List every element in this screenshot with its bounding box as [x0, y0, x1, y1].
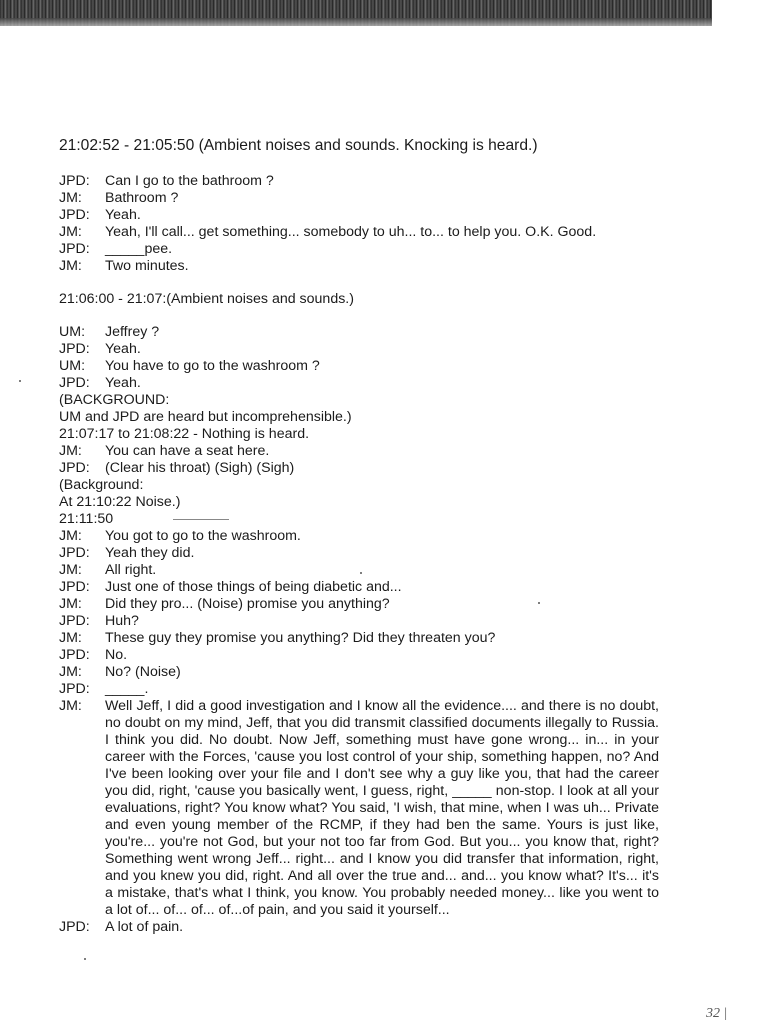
utterance: Yeah they did. [105, 545, 195, 561]
utterance: Two minutes. [105, 258, 189, 274]
utterance: Yeah. [105, 341, 141, 357]
section-heading-2: 21:06:00 - 21:07:(Ambient noises and sounds.) [59, 291, 354, 307]
utterance: Yeah, I'll call... get something... somebody to uh... to... to help you. O.K. Good. [105, 224, 597, 240]
speaker: JPD: [59, 375, 90, 391]
scan-speck [538, 602, 540, 604]
utterance: Yeah. [105, 207, 141, 223]
utterance: These guy they promise you anything? Did they threaten you? [105, 630, 496, 646]
utterance: Just one of those things of being diabetic and... [105, 579, 402, 595]
dialogue-line [59, 341, 659, 358]
utterance: All right. [105, 562, 157, 578]
utterance: You got to go to the washroom. [105, 528, 301, 544]
transcript-page [59, 136, 659, 936]
dialogue-line [59, 919, 659, 936]
speaker: UM: [59, 358, 86, 374]
speaker: JM: [59, 596, 82, 612]
utterance: Huh? [105, 613, 139, 629]
utterance: Did they pro... (Noise) promise you anything? [105, 596, 390, 612]
speaker: JPD: [59, 919, 90, 935]
background-note-title-2: (Background: [59, 477, 144, 493]
utterance: You can have a seat here. [105, 443, 270, 459]
speaker: JM: [59, 190, 82, 206]
speaker: JPD: [59, 647, 90, 663]
dialogue-line [59, 579, 659, 596]
utterance: _____. [105, 681, 149, 697]
background-note-text: UM and JPD are heard but incomprehensible.) [59, 409, 352, 425]
background-note-title: (BACKGROUND: [59, 392, 170, 408]
utterance: Can I go to the bathroom ? [105, 173, 274, 189]
utterance: You have to go to the washroom ? [105, 358, 320, 374]
dialogue-line [59, 596, 659, 613]
page-number-mark: 32 | [706, 1006, 728, 1021]
timestamp-2-text: 21:11:50 [59, 511, 114, 527]
dialogue-block-4 [59, 528, 659, 698]
dialogue-line [59, 647, 659, 664]
utterance: (Clear his throat) (Sigh) (Sigh) [105, 460, 295, 476]
speaker: JM: [59, 224, 82, 240]
utterance: Yeah. [105, 375, 141, 391]
dialogue-line [59, 358, 659, 375]
background-note-text-2: At 21:10:22 Noise.) [59, 494, 181, 510]
dialogue-line [59, 190, 659, 207]
utterance: No? (Noise) [105, 664, 181, 680]
dialogue-block-2 [59, 324, 659, 392]
dialogue-line [59, 173, 659, 190]
dialogue-line [59, 545, 659, 562]
speaker: JPD: [59, 341, 90, 357]
speaker: JPD: [59, 613, 90, 629]
scan-speck [19, 380, 21, 382]
underline-mark [173, 519, 229, 520]
speaker: JPD: [59, 173, 90, 189]
speaker: JM: [59, 698, 82, 714]
speaker: JPD: [59, 460, 90, 476]
utterance: Bathroom ? [105, 190, 179, 206]
speaker: JM: [59, 258, 82, 274]
speaker: JM: [59, 664, 82, 680]
dialogue-line [59, 324, 659, 341]
speaker: JM: [59, 528, 82, 544]
timestamp-note: 21:07:17 to 21:08:22 - Nothing is heard. [59, 426, 310, 442]
scan-edge-shadow [0, 18, 712, 26]
speaker: JM: [59, 630, 82, 646]
dialogue-line [59, 613, 659, 630]
scan-speck [360, 572, 362, 574]
long-dialogue-line [59, 698, 659, 919]
dialogue-block-1 [59, 173, 659, 275]
dialogue-block-3 [59, 443, 659, 477]
dialogue-line [59, 207, 659, 224]
dialogue-line [59, 562, 659, 579]
utterance: Well Jeff, I did a good investigation and I know all the evidence.... and there is no doubt, no doubt on my mind, Jeff, that you did transmit classified documents illegally to Russia. I think you did. No doubt. Now Jeff, something must have gone wrong... in... in your career with the Forces, 'cause you lost control of your ship, something happen, no? And I've been looking over your file and I don't see why a guy like you, that had the career you did, right, 'cause you basically went, I guess, right, _____ non-stop. I look at all your evaluations, right? You know what? You said, 'I wish, that mine, when I was uh... Private and even young member of the RCMP, if they had ben the same. Yours is just like, you're... you're not God, but your not too far from God. But you... you know that, right? Something went wrong Jeff... right... and I know you did transfer that information, right, and you knew you did, right. And all over the true and... and... you know what? It's... it's a mistake, that's what I think, you know. You probably needed money... like you went to a lot of... of... of... of...of pain, and you said it yourself... [105, 698, 659, 918]
dialogue-line [59, 681, 659, 698]
utterance: Jeffrey ? [105, 324, 160, 340]
speaker: JPD: [59, 241, 90, 257]
scan-speck [84, 958, 86, 960]
speaker: JPD: [59, 681, 90, 697]
utterance: No. [105, 647, 128, 663]
speaker: JPD: [59, 545, 90, 561]
utterance: _____pee. [105, 241, 173, 257]
speaker: JPD: [59, 579, 90, 595]
dialogue-line [59, 630, 659, 647]
dialogue-line [59, 224, 659, 241]
timestamp-2 [59, 511, 659, 528]
dialogue-line [59, 528, 659, 545]
section-heading: 21:02:52 - 21:05:50 (Ambient noises and sounds. Knocking is heard.) [59, 137, 538, 154]
dialogue-line [59, 241, 659, 258]
dialogue-line [59, 443, 659, 460]
dialogue-line [59, 664, 659, 681]
speaker: JM: [59, 443, 82, 459]
dialogue-line [59, 375, 659, 392]
speaker: JPD: [59, 207, 90, 223]
dialogue-line [59, 258, 659, 275]
utterance: A lot of pain. [105, 919, 184, 935]
speaker: JM: [59, 562, 82, 578]
dialogue-line [59, 460, 659, 477]
speaker: UM: [59, 324, 86, 340]
